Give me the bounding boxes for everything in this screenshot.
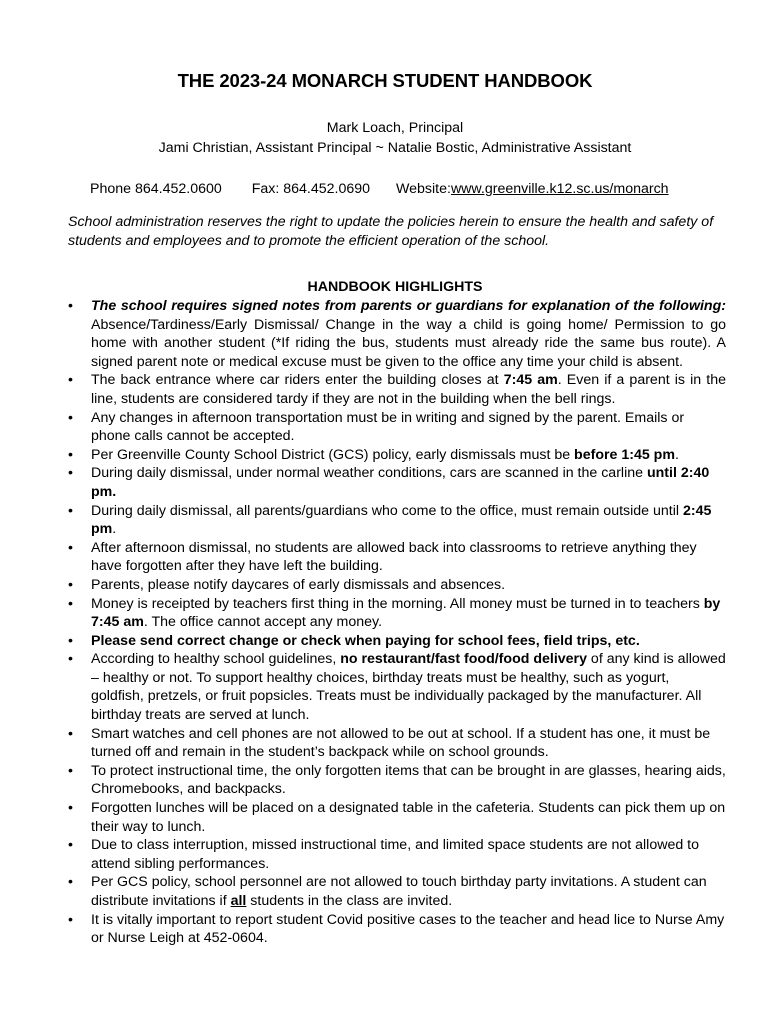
list-item: • Parents, please notify daycares of early dismissals and absences.	[68, 576, 726, 595]
list-item: • Smart watches and cell phones are not allowed to be out at school. If a student has one, it must be turned off and remain in the student’s backpack while on school grounds.	[68, 725, 726, 762]
list-item: • Due to class interruption, missed instructional time, and limited space students are not allowed to attend sibling performances.	[68, 836, 726, 873]
website	[396, 181, 669, 197]
list-item: • Forgotten lunches will be placed on a designated table in the cafeteria. Students can pick them up on their way to lunch.	[68, 799, 726, 836]
website-label: Website:	[396, 181, 451, 197]
list-item: • To protect instructional time, the only forgotten items that can be brought in are glasses, hearing aids, Chromebooks, and backpacks.	[68, 762, 726, 799]
list-item: • Any changes in afternoon transportation must be in writing and signed by the parent. Emails or phone calls cannot be accepted.	[68, 409, 726, 446]
principal-line: Mark Loach, Principal	[326, 120, 464, 136]
list-item: • According to healthy school guidelines, no restaurant/fast food/food delivery of any kind is allowed – healthy or not. To support healthy choices, birthday treats must be healthy, such as yogurt, goldfish, pretzels, or fruit popsicles. Treats must be individually packaged by the manufacturer. All birthday treats are served at lunch.	[68, 650, 726, 724]
page-title: THE 2023-24 MONARCH STUDENT HANDBOOK	[177, 70, 593, 91]
list-item: • Per Greenville County School District (GCS) policy, early dismissals must be before 1:45 pm.	[68, 446, 726, 465]
highlights-heading: HANDBOOK HIGHLIGHTS	[307, 279, 483, 295]
list-item: • It is vitally important to report student Covid positive cases to the teacher and head lice to Nurse Amy or Nurse Leigh at 452-0604.	[68, 911, 726, 948]
list-item: • Money is receipted by teachers first thing in the morning. All money must be turned in to teachers by 7:45 am. The office cannot accept any money.	[68, 595, 726, 632]
list-item: • The school requires signed notes from parents or guardians for explanation of the following: Absence/Tardiness/Early Dismissal/ Change in the way a child is going home/ Permission to go home with another student (*If riding the bus, students must already ride the same bus route). A signed parent note or medical excuse must be given to the office any time your child is absent.	[68, 297, 726, 371]
fax-number: Fax: 864.452.0690	[251, 181, 371, 197]
list-item: • During daily dismissal, all parents/guardians who come to the office, must remain outside until 2:45 pm.	[68, 502, 726, 539]
list-item: • Per GCS policy, school personnel are not allowed to touch birthday party invitations. A student can distribute invitations if all students in the class are invited.	[68, 873, 726, 910]
list-item: • The back entrance where car riders enter the building closes at 7:45 am. Even if a parent is in the line, students are considered tardy if they are not in the building when the bell rings.	[68, 371, 726, 408]
website-link[interactable]: www.greenville.k12.sc.us/monarch	[450, 181, 669, 197]
disclaimer: School administration reserves the right to update the policies herein to ensure the health and safety of students and employees and to promote the efficient operation of the school.	[68, 214, 714, 249]
list-item: • During daily dismissal, under normal weather conditions, cars are scanned in the carline until 2:40 pm.	[68, 464, 726, 501]
contact-line	[90, 181, 669, 197]
phone-number: Phone 864.452.0600	[90, 181, 222, 197]
list-item: • Please send correct change or check when paying for school fees, field trips, etc.	[68, 632, 726, 651]
list-item: • After afternoon dismissal, no students are allowed back into classrooms to retrieve anything they have forgotten after they have left the building.	[68, 539, 726, 576]
highlights-list	[68, 297, 726, 948]
assistants-line: Jami Christian, Assistant Principal ~ Natalie Bostic, Administrative Assistant	[158, 140, 632, 156]
